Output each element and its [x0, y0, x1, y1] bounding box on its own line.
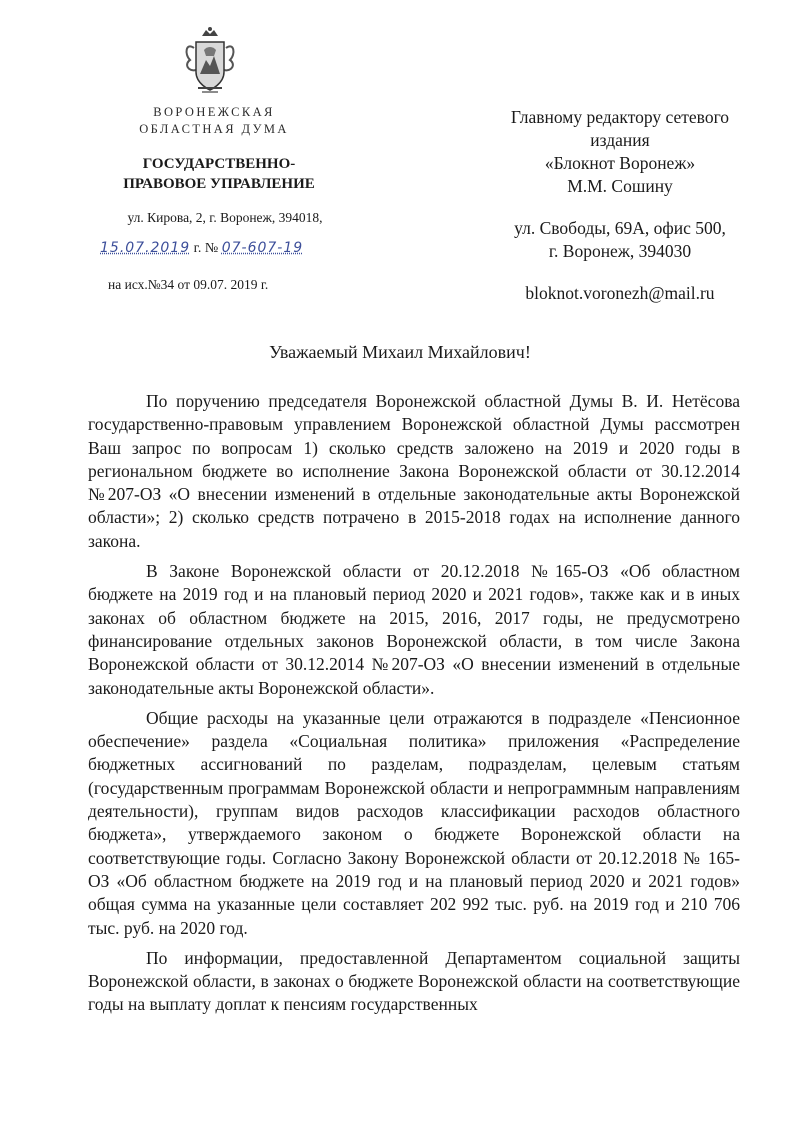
addressee-address-line2: г. Воронеж, 394030 — [548, 241, 692, 261]
coat-of-arms-icon — [180, 26, 240, 98]
in-reply-reference: на исх.№34 от 09.07. 2019 г. — [108, 277, 269, 292]
body-paragraph: В Законе Воронежской области от 20.12.2018 №165-ОЗ «Об областном бюджете на 2019 год и на плановый период 2020 и 2021 годов», также как и в иных законах об областном бюджете на 2015, 2016, 2017 годы, не предусмотрено финансирование отдельных законов Воронежской области, в том числе Закона Воронежской области от 30.12.2014 №207-ОЗ «О внесении изменений в отдельные законодательные акты Воронежской области». — [88, 561, 740, 698]
registration-number: 07-607-19 — [221, 240, 304, 256]
addressee-address-line1: ул. Свободы, 69А, офис 500, — [514, 218, 726, 238]
registration-date: 15.07.2019 — [100, 240, 191, 256]
org-name-line1: ВОРОНЕЖСКАЯ — [153, 105, 275, 119]
salutation: Уважаемый Михаил Михайлович! — [269, 342, 531, 362]
department-name — [88, 154, 350, 194]
addressee-line3: «Блокнот Воронеж» — [544, 153, 696, 173]
addressee-email: bloknot.voronezh@mail.ru — [525, 283, 715, 303]
addressee-line1: Главному редактору сетевого — [510, 107, 730, 127]
addressee-address — [470, 217, 770, 263]
body-paragraph: По поручению председателя Воронежской областной Думы В. И. Нетёсова государственно-правовым управлением Воронежской областной Думы рассмотрен Ваш запрос по вопросам 1) сколько средств заложено на 2019 и 2020 годы в региональном бюджете во исполнение Закона Воронежской области от 30.12.2014 №207-ОЗ «О внесении изменений в отдельные законодательные акты Воронежской области»; 2) сколько средств потрачено в 2015-2018 годах на исполнение данного закона. — [88, 391, 740, 551]
addressee-block — [470, 106, 770, 198]
dept-name-line2: ПРАВОВОЕ УПРАВЛЕНИЕ — [123, 176, 315, 192]
organization-name — [100, 104, 328, 138]
addressee-line4: М.М. Сошину — [567, 176, 673, 196]
body-paragraph: Общие расходы на указанные цели отражаются в подразделе «Пенсионное обеспечение» раздела «Социальная политика» приложения «Распределение бюджетных ассигнований по разделам, подразделам, целевым статьям (государственным программам Воронежской области и непрограммным направлениям деятельности), группам видов расходов классификации расходов областного бюджета», утверждаемого законом о бюджете Воронежской области на соответствующие годы. Согласно Закону Воронежской области от 20.12.2018 № 165-ОЗ «Об областном бюджете на 2019 год и на плановый период 2020 и 2021 годов» общая сумма на указанные цели составляет 202 992 тыс. руб. на 2019 год и 210 706 тыс. руб. на 2020 год. — [88, 707, 740, 938]
org-name-line2: ОБЛАСТНАЯ ДУМА — [139, 122, 289, 136]
registration-separator: г. № — [190, 241, 222, 256]
registration-line — [100, 240, 360, 257]
body-paragraph: По информации, предоставленной Департаментом социальной защиты Воронежской области, в законах о бюджете Воронежской области на соответствующие годы на выплату доплат к пенсиям государственных — [88, 947, 740, 1015]
addressee-line2: издания — [590, 130, 650, 150]
letter-body — [88, 390, 740, 1017]
sender-address: ул. Кирова, 2, г. Воронеж, 394018, — [127, 210, 323, 225]
dept-name-line1: ГОСУДАРСТВЕННО- — [142, 156, 296, 172]
